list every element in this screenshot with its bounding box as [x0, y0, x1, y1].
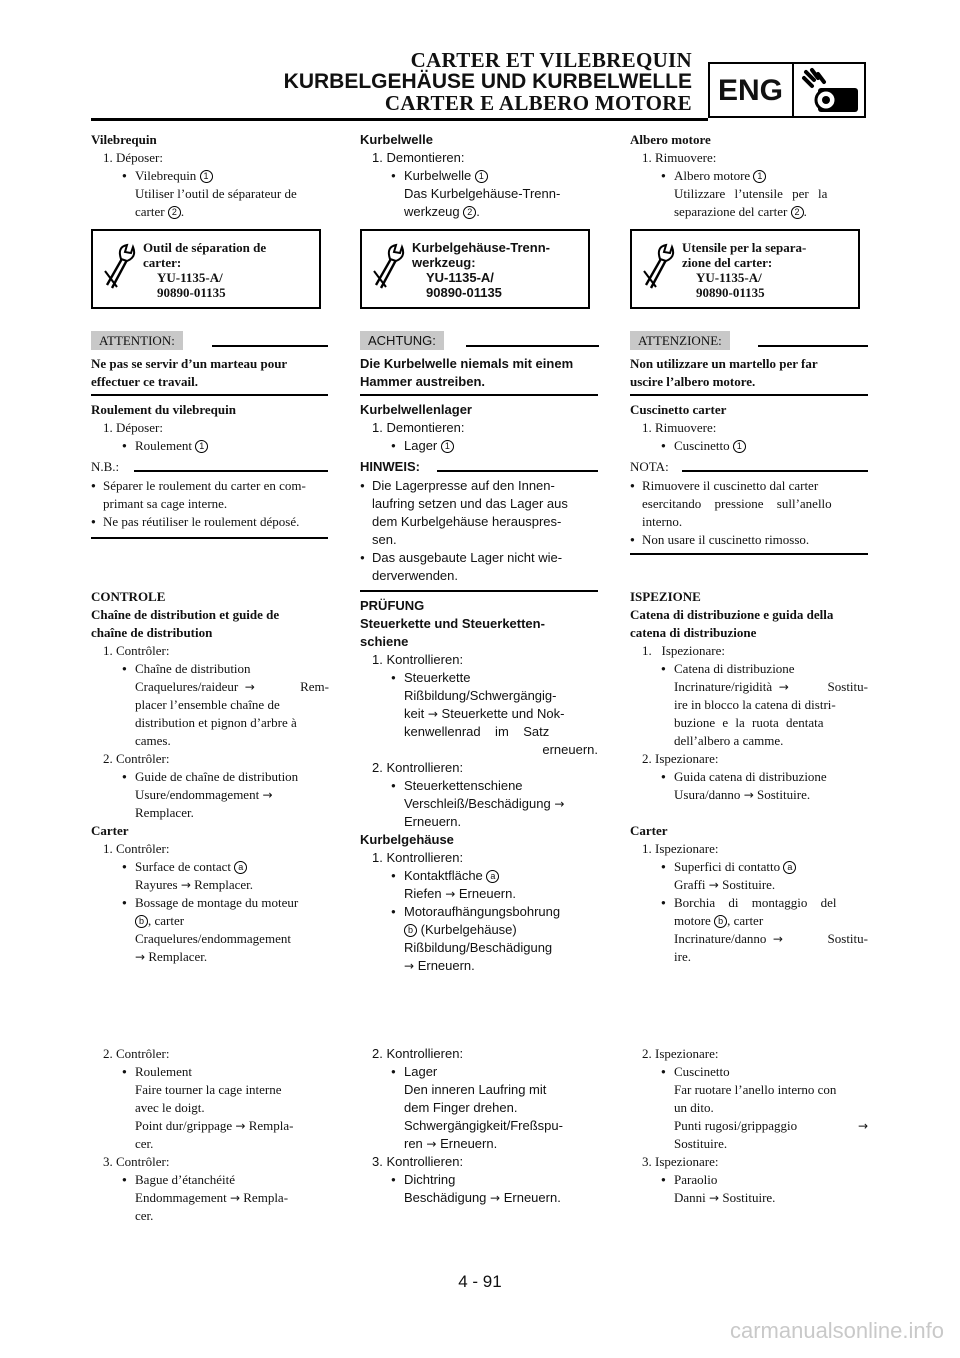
section-title: Albero motore: [630, 132, 711, 147]
column-german: Kurbelwelle 1. Demontieren: ● Kurbelwelle 1 Das Kurbelgehäuse-Trenn- werkzeug 2 .: [360, 131, 598, 221]
bearing-section-fr: Roulement du vilebrequin 1. Déposer: ● Roulement 1: [91, 401, 329, 455]
note-fr: N.B.:: [91, 459, 120, 474]
special-tool-box: Utensile per la separa- zione del carter: YU-1135-A/ 90890-01135: [630, 229, 860, 309]
caution-label: ATTENZIONE:: [630, 331, 730, 350]
step: 1. Déposer:: [103, 150, 163, 165]
inspection-cont-it: 2. Ispezionare: ● Cuscinetto Far ruotare l’anello interno con un dito. Punti rugosi/grippaggio → Sostituire. 3. Ispezionare: ● Paraolio Danni → Sostituire.: [630, 1045, 868, 1207]
note: carter 2 .: [135, 204, 185, 219]
inspection-cont-fr: 2. Contrôler: ● Roulement Faire tourner la cage interne avec le doigt. Point dur/grippage → Rempla- cer. 3. Contrôler: ● Bague d’étanchéité Endommagement → Rempla- cer.: [91, 1045, 329, 1225]
watermark: carmanualsonline.info: [729, 1318, 944, 1343]
header-title-fr: CARTER ET VILEBREQUIN: [410, 48, 692, 72]
wrench-icon: [372, 241, 406, 293]
eng-section-badge: [708, 62, 866, 118]
engine-icon: [798, 66, 864, 118]
caution-label: ATTENTION:: [91, 331, 183, 350]
wrench-icon: [103, 241, 137, 293]
inspection-section-it: ISPEZIONE Catena di distribuzione e guida della catena di distribuzione 1. Ispezionare: ● Catena di distribuzione Incrinature/rigidità → Sostitu- ire in blocco la catena di distri- buzione e la ruota dentata dell’albero a camme. 2. Ispezionare: ● Guida catena di distribuzione Usura/danno → Sostituire. Carter 1. Ispezionare: ● Superfici di contatto a Graffi → Sostituire. ● Borchia di montaggio del motore b , carter Incrinature/danno → Sostitu- ire.: [630, 588, 868, 966]
special-tool-box: Outil de séparation de carter: YU-1135-A/ 90890-01135: [91, 229, 321, 309]
section-title: Kurbelwelle: [360, 132, 433, 147]
bearing-section-de: Kurbelwellenlager 1. Demontieren: ● Lager 1: [360, 401, 598, 455]
wrench-icon: [642, 241, 676, 293]
column-italian: Albero motore 1. Rimuovere: ● Albero motore 1 Utilizzare l’utensile per la separazione del carter 2 .: [630, 131, 868, 221]
caution-text: Ne pas se servir d’un marteau pour effectuer ce travail.: [91, 356, 288, 389]
header-title-de: KURBELGEHÄUSE UND KURBELWELLE: [283, 70, 692, 93]
inspection-cont-de: 2. Kontrollieren: ● Lager Den inneren Laufring mit dem Finger drehen. Schwergängigkeit/Freßspu- ren → Erneuern. 3. Kontrollieren: ● Dichtring Beschädigung → Erneuern.: [360, 1045, 598, 1207]
column-french: [91, 131, 329, 221]
bearing-section-it: Cuscinetto carter 1. Rimuovere: ● Cuscinetto 1: [630, 401, 868, 455]
inspection-section-fr: CONTROLE Chaîne de distribution et guide de chaîne de distribution 1. Contrôler: ● Chaîne de distribution Craquelures/raideur → Rem- placer l’ensemble chaîne de distribution et pignon d’arbre à cames. 2. Contrôler: ● Guide de chaîne de distribution Usure/endommagement → Remplacer. Carter 1. Contrôler: ● Surface de contact a Rayures → Remplacer. ● Bossage de montage du moteur b , carter Craquelures/endommagement → Remplacer.: [91, 588, 329, 966]
list-item: ● Vilebrequin 1: [91, 167, 329, 185]
special-tool-box: Kurbelgehäuse-Trenn- werkzeug: YU-1135-A/ 90890-01135: [360, 229, 590, 309]
caution-label: ACHTUNG:: [360, 331, 444, 350]
page-number: 4 - 91: [458, 1272, 502, 1291]
section-title: Roulement du vilebrequin: [91, 402, 236, 417]
inspection-section-de: PRÜFUNG Steuerkette und Steuerketten- schiene 1. Kontrollieren: ● Steuerkette Rißbildung/Schwergängig- keit → Steuerkette und Nok- kenwellenrad im Satz erneuern. 2. Kontrollieren: ● Steuerkettenschiene Verschleiß/Beschädigung → Erneuern. Kurbelgehäuse 1. Kontrollieren: ● Kontaktfläche a Riefen → Erneuern. ● Motoraufhängungsbohrung b (Kurbelgehäuse) Rißbildung/Beschädigung → Erneuern.: [360, 597, 598, 975]
header-title-it: CARTER E ALBERO MOTORE: [384, 91, 692, 115]
eng-label: ENG: [718, 74, 784, 107]
header-rule: [91, 118, 708, 121]
section-title: Vilebrequin: [91, 132, 157, 147]
note: Utiliser l’outil de séparateur de: [135, 186, 297, 201]
